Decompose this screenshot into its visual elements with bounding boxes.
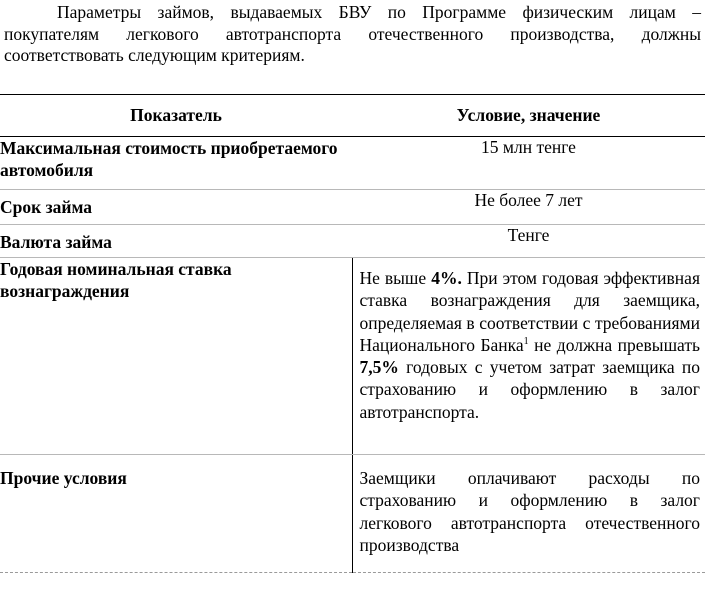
row-value: Заемщики оплачивают расходы по страхованию и оформлению в залог легкового автотранспорта отечественного производства (352, 455, 705, 573)
table-row (0, 190, 705, 225)
header-indicator: Показатель (0, 95, 352, 137)
table-header-row (0, 95, 705, 137)
row-label: Максимальная стоимость приобретаемого автомобиля (0, 137, 352, 190)
header-condition: Условие, значение (352, 95, 705, 137)
row-label: Валюта займа (0, 225, 352, 258)
row-label: Прочие условия (0, 455, 352, 573)
row-value: Не более 7 лет (352, 190, 705, 225)
intro-paragraph: Параметры займов, выдаваемых БВУ по Программе физическим лицам – покупателям легкового автотранспорта отечественного производства, должны соответствовать следующим критериям. (4, 2, 701, 65)
table-row (0, 455, 705, 573)
row-label: Годовая номинальная ставка вознаграждения (0, 258, 352, 455)
row-value: Не выше 4%. При этом годовая эффективная ставка вознаграждения для заемщика, определяемая в соответствии с требованиями Национального Банка$^1$ не должна превышать 7,5% годовых с учетом затрат заемщика по страхованию и оформлению в залог автотранспорта. (352, 258, 705, 455)
table-row (0, 258, 705, 455)
table-row (0, 225, 705, 258)
row-label: Срок займа (0, 190, 352, 225)
table-row (0, 137, 705, 190)
loan-parameters-table (0, 94, 705, 573)
row-value: 15 млн тенге (352, 137, 705, 190)
row-value: Тенге (352, 225, 705, 258)
